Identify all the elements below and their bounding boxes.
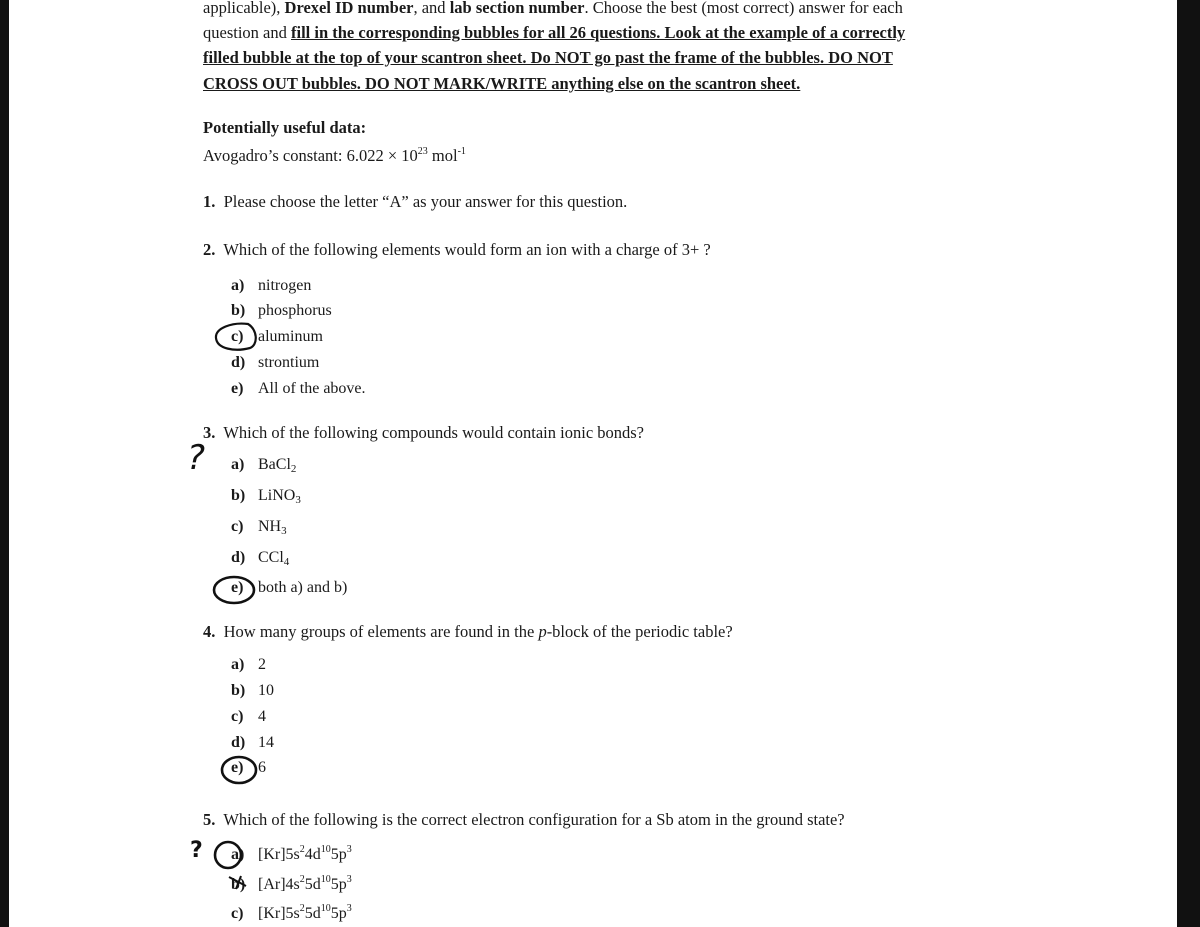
q3-answer-circle-mark: [214, 577, 254, 603]
instructions-line-1: applicable), Drexel ID number, and lab section number. Choose the best (most correct) answer for each: [203, 0, 903, 17]
q4-option-b: b) 10: [231, 682, 274, 699]
q5-margin-question-mark: ?: [190, 838, 203, 863]
q2-option-b: b) phosphorus: [231, 302, 332, 319]
q2-option-e: e) All of the above.: [231, 380, 366, 397]
q2-option-a: a) nitrogen: [231, 277, 312, 294]
q3-option-c: c) $NH_3$: [231, 518, 287, 537]
q2-answer-circle-mark: [216, 324, 256, 350]
q4-answer-circle-mark: [222, 757, 256, 783]
question-4: 4. How many groups of elements are found in the p-block of the periodic table?: [203, 622, 733, 641]
q5-option-c: c) $[Kr]5s^25d^{10}5p^3$: [231, 903, 352, 922]
avogadro-constant: Avogadro’s constant: $6.022 \times 10^{23}$ mol$^{-1}$: [203, 146, 466, 165]
q4-option-c: c) 4: [231, 708, 266, 725]
instructions-line-2: question and fill in the corresponding bubbles for all 26 questions. Look at the example of a correctly: [203, 23, 906, 42]
q5-option-b: b) $[Ar]4s^25d^{10}5p^3$: [231, 874, 352, 893]
instructions-line-3: filled bubble at the top of your scantron sheet. Do NOT go past the frame of the bubbles. DO NOT: [203, 48, 893, 67]
question-3: 3. Which of the following compounds would contain ionic bonds?: [203, 423, 645, 442]
q4-option-a: a) 2: [231, 656, 266, 673]
q4-option-e: e) 6: [231, 759, 266, 776]
instructions-line-4: CROSS OUT bubbles. DO NOT MARK/WRITE anything else on the scantron sheet.: [203, 74, 801, 93]
q5-answer-circle-mark: [215, 842, 241, 868]
q3-option-a: a) BaCl$_2$: [231, 456, 297, 475]
q3-option-e: e) both a) and b): [231, 579, 348, 596]
data-heading: Potentially useful data:: [203, 118, 367, 137]
q2-option-d: d) strontium: [231, 354, 320, 371]
q3-option-d: d) CCl$_4$: [231, 549, 290, 568]
q2-option-c: c) aluminum: [231, 328, 323, 345]
q3-margin-question-mark: ?: [187, 438, 206, 478]
q5-option-a: a) $[Kr]5s^24d^{10}5p^3$: [231, 844, 352, 863]
question-2: 2. Which of the following elements would form an ion with a charge of 3+ ?: [203, 240, 711, 259]
question-1: 1. Please choose the letter “A” as your answer for this question.: [203, 192, 628, 211]
q5-strike-mark: [229, 876, 246, 889]
q4-option-d: d) 14: [231, 734, 274, 751]
q3-option-b: b) LiNO$_3$: [231, 487, 301, 506]
question-5: 5. Which of the following is the correct electron configuration for a Sb atom in the ground state?: [203, 810, 845, 829]
